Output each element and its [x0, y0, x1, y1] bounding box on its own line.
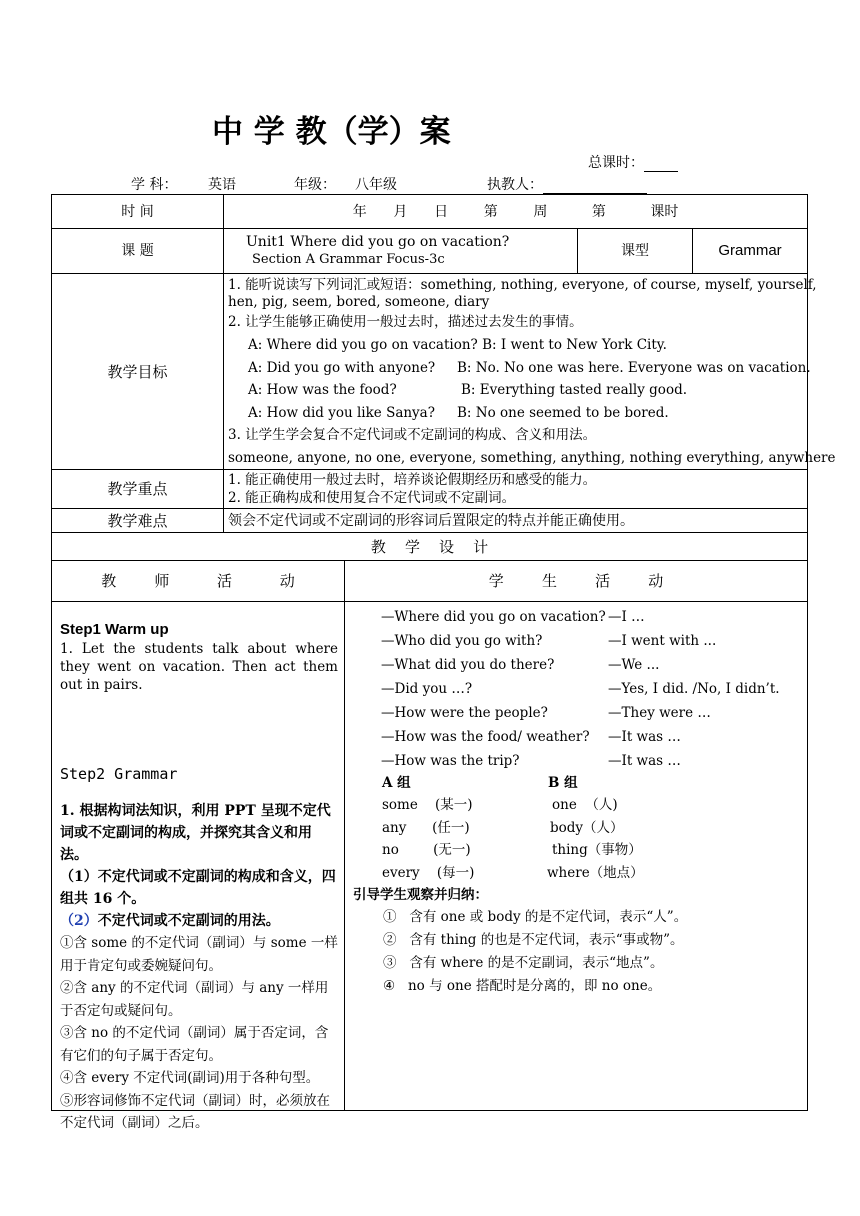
goal-1: 1. 能听说读写下列词汇或短语：something, nothing, everyone, of course, myself, yourself, [228, 277, 817, 293]
design-row [52, 533, 808, 561]
teacher-label: 执教人： [487, 174, 647, 194]
qa-question-3: —What did you do there? [381, 657, 555, 673]
goals-row [52, 274, 808, 470]
dialog-b-4: B: No one seemed to be bored. [457, 405, 669, 421]
group-a-4: every (每一) [382, 865, 475, 881]
key-points-row [52, 470, 808, 509]
goals-label: 教学目标 [52, 274, 224, 470]
qa-answer-5: —They were … [608, 705, 711, 721]
rule-3: ③含 no 的不定代词（副词）属于否定词，含有它们的句子属于否定句。 [60, 1025, 329, 1064]
qa-answer-2: —I went with ... [608, 633, 717, 649]
grammar-point-3-text: 不定代词或不定副词的用法。 [97, 913, 280, 929]
qa-question-5: —How were the people? [381, 705, 548, 721]
qa-question-2: —Who did you go with? [381, 633, 543, 649]
time-content: 年 月 日 第 周 第 课时 [224, 195, 808, 229]
goal-3-words: someone, anyone, no one, everyone, something, anything, nothing everything, anywhere [228, 450, 836, 466]
group-b-1: one （人) [552, 797, 618, 813]
dialog-b-3: B: Everything tasted really good. [461, 382, 687, 398]
student-activity-cell [345, 602, 808, 1111]
total-hours-label: 总课时： [588, 155, 644, 171]
step1-text: 1. Let the students talk about where they went on vacation. Then act them out in pairs. [60, 641, 338, 693]
group-a-2: any (任一) [382, 820, 470, 836]
teacher-blank [543, 177, 647, 194]
teacher-activity-cell [52, 602, 345, 1131]
grammar-point-3-number: （2） [60, 913, 98, 929]
teacher-activity-content [60, 620, 338, 1135]
key-point-2: 2. 能正确构成和使用复合不定代词或不定副词。 [228, 490, 516, 506]
student-activity-label: 学 生 活 动 [345, 561, 808, 602]
activity-header-row [52, 561, 808, 602]
total-hours-blank [644, 155, 678, 172]
grammar-point-2: （1）不定代词或不定副词的构成和含义，四组共 16 个。 [60, 869, 336, 907]
topic-label: 课 题 [52, 229, 224, 274]
qa-question-7: —How was the trip? [381, 753, 520, 769]
rule-2: ②含 any 的不定代词（副词）与 any 一样用于否定句或疑问句。 [60, 980, 329, 1019]
grade-label: 年级： [294, 177, 336, 193]
key-points-label: 教学重点 [52, 470, 224, 509]
subject-label: 学 科： [131, 177, 178, 193]
step1-title: Step1 Warm up [60, 621, 169, 638]
section-title: Section A Grammar Focus-3c [252, 252, 445, 267]
qa-answer-6: —It was … [608, 729, 681, 745]
teacher-activity-label: 教 师 活 动 [52, 561, 345, 602]
qa-answer-3: —We ... [608, 657, 660, 673]
key-points-content [224, 470, 808, 509]
design-label: 教 学 设 计 [52, 533, 808, 561]
qa-answer-7: —It was … [608, 753, 681, 769]
conclusion-4: ④ no 与 one 搭配时是分离的，即 no one。 [383, 978, 662, 994]
group-a-label: A 组 [382, 775, 411, 791]
difficulty-label: 教学难点 [52, 509, 224, 533]
qa-answer-1: —I … [608, 609, 645, 625]
time-label: 时 间 [52, 195, 224, 229]
topic-content [224, 229, 578, 274]
subject-value: 英语 [208, 174, 240, 195]
goals-content [224, 274, 836, 470]
type-value: Grammar [693, 229, 808, 274]
rule-5: ⑤形容词修饰不定代词（副词）时，必须放在不定代词（副词）之后。 [60, 1092, 330, 1131]
conclusion-1: ① 含有 one 或 body 的是不定代词，表示“人”。 [383, 909, 688, 925]
goal-1-words: hen, pig, seem, bored, someone, diary [228, 294, 490, 310]
goal-3: 3. 让学生学会复合不定代词或不定副词的构成、含义和用法。 [228, 427, 597, 443]
group-b-label: B 组 [548, 775, 578, 791]
lesson-plan-table [51, 194, 836, 1131]
type-label: 课型 [578, 229, 693, 274]
step2-title: Step2 Grammar [60, 765, 178, 783]
dialog-a-2: A: Did you go with anyone? [248, 360, 436, 376]
dialog-a-4: A: How did you like Sanya? [248, 405, 435, 421]
grammar-point-3 [60, 910, 338, 932]
dialog-a-1: A: Where did you go on vacation? B: I went to New York City. [248, 337, 667, 353]
unit-title: Unit1 Where did you go on vacation? [246, 234, 510, 250]
grammar-point-1: 1. 根据构词法知识，利用 PPT 呈现不定代词或不定副词的构成，并探究其含义和用法。 [60, 803, 331, 863]
guide-text: 引导学生观察并归纳： [353, 887, 488, 903]
dialog-b-2: B: No. No one was here. Everyone was on vacation. [457, 360, 811, 376]
key-point-1: 1. 能正确使用一般过去时，培养谈论假期经历和感受的能力。 [228, 472, 597, 488]
conclusion-3: ③ 含有 where 的是不定副词，表示“地点”。 [383, 955, 664, 971]
topic-row [52, 229, 808, 274]
total-hours [588, 152, 678, 172]
qa-question-6: —How was the food/ weather? [381, 729, 590, 745]
group-b-2: body（人） [550, 820, 624, 836]
qa-answer-4: —Yes, I did. /No, I didn’t. [608, 681, 780, 697]
group-b-3: thing（事物） [552, 842, 642, 858]
qa-question-1: —Where did you go on vacation? [381, 609, 606, 625]
group-a-1: some (某一) [382, 797, 473, 813]
group-a-3: no (无一) [382, 842, 471, 858]
grade-value: 八年级 [355, 174, 409, 195]
page-title: 中 学 教（学）案 [212, 114, 451, 150]
rule-4: ④含 every 不定代词(副词)用于各种句型。 [60, 1070, 320, 1086]
difficulty-text: 领会不定代词或不定副词的形容词后置限定的特点并能正确使用。 [224, 509, 808, 533]
time-row [52, 195, 808, 229]
rule-1: ①含 some 的不定代词（副词）与 some 一样用于肯定句或委婉疑问句。 [60, 935, 338, 974]
goal-2: 2. 让学生能够正确使用一般过去时，描述过去发生的事情。 [228, 314, 583, 330]
qa-question-4: —Did you …? [381, 681, 473, 697]
activity-row [52, 602, 808, 1111]
group-b-4: where（地点） [547, 865, 644, 881]
dialog-a-3: A: How was the food? [248, 382, 397, 398]
conclusion-2: ② 含有 thing 的也是不定代词，表示“事或物”。 [383, 932, 684, 948]
difficulty-row [52, 509, 808, 533]
